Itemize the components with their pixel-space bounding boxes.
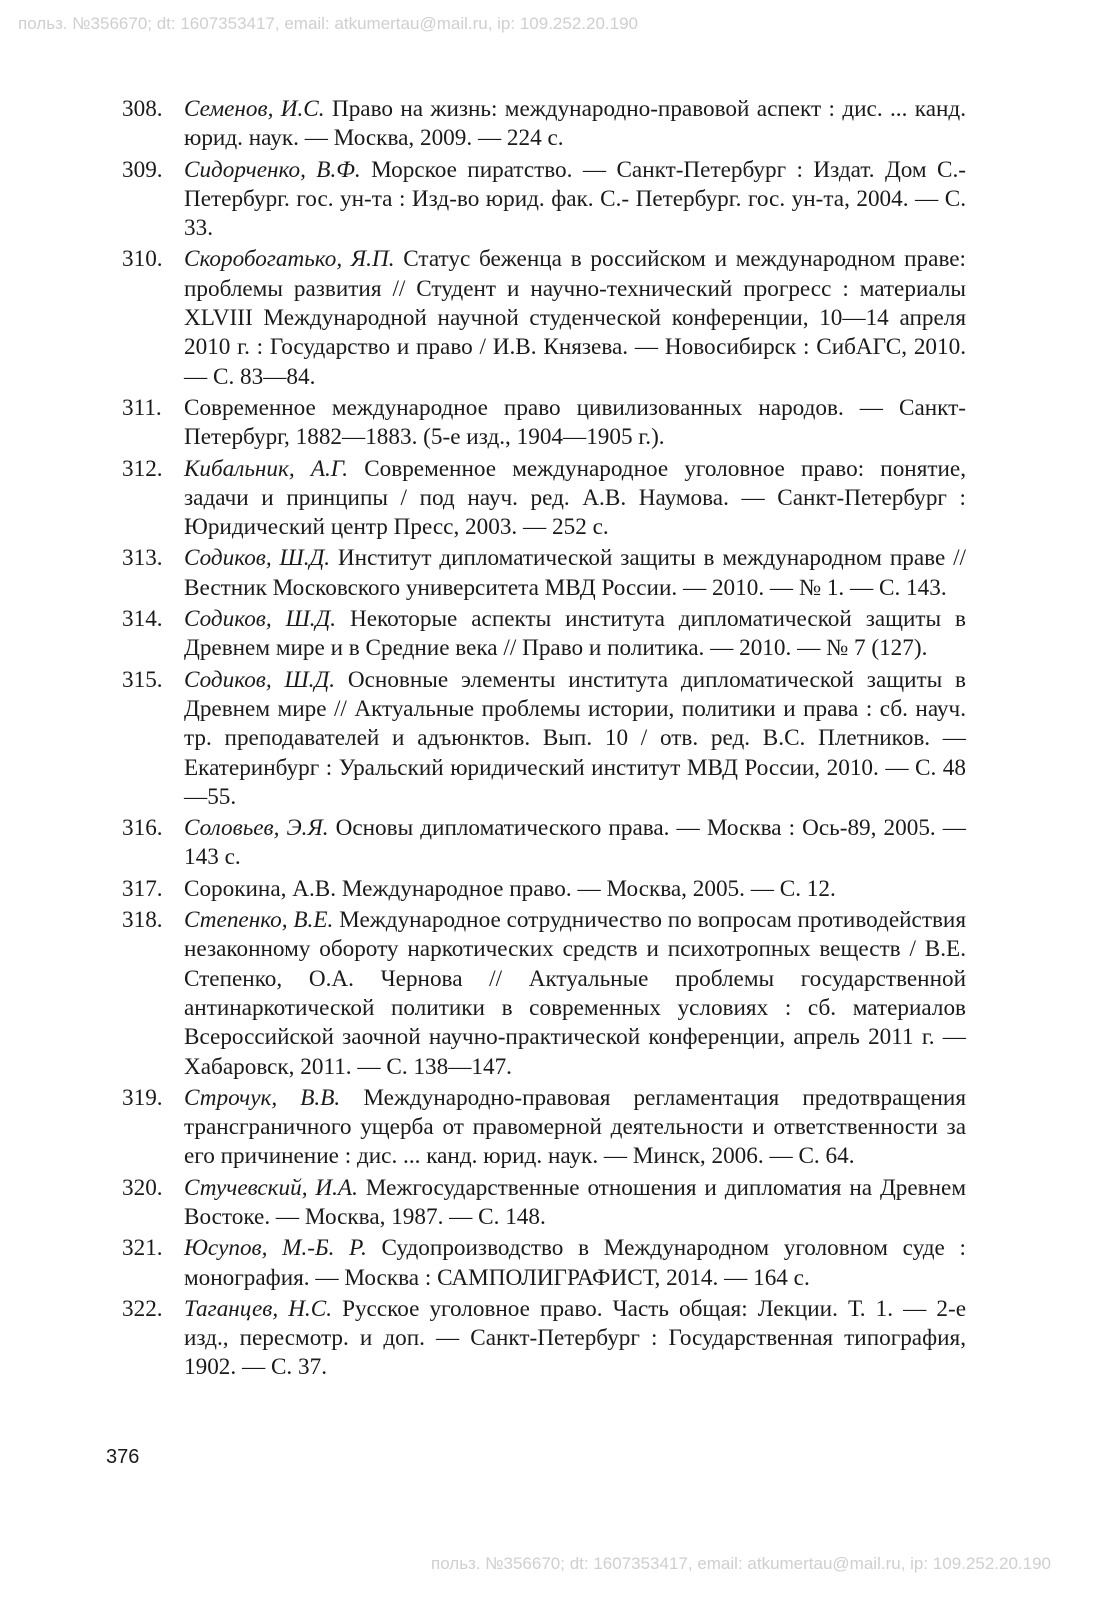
bib-entry-author: Соловьев, Э.Я.: [184, 815, 329, 842]
bib-entry-text: [184, 666, 966, 812]
bib-entry: [122, 95, 966, 154]
bib-entry-number: 320.: [122, 1174, 163, 1201]
bib-entry-number: 316.: [122, 815, 163, 842]
bib-entry-body: Международное сотрудничество по вопросам противодействия незаконному обороту наркотических средств и психотропных веществ / В.Е. Степенко, О.А. Чернова // Актуальные проблемы государственной антинаркотической политики в современных условиях : сб. материалов Всероссийской заочной научно-практической конференции, апрель 2011 г. — Хабаровск, 2011. — С. 138—147.: [184, 907, 967, 1080]
bib-entry-author: Таганцев, Н.С.: [184, 1295, 332, 1322]
bib-entry-body: Морское пиратство. — Санкт-Петербург : Издат. Дом С.- Петербург. гос. ун-та : Изд-во юрид. фак. С.- Петербург. гос. ун-та, 2004. — С. 33.: [184, 156, 966, 242]
bib-entry-number: 310.: [122, 246, 163, 273]
bib-entry-author: Содиков, Ш.Д.: [184, 666, 336, 693]
bib-entry: [122, 394, 966, 453]
bib-entry-author: Степенко, В.Е.: [184, 907, 334, 934]
bib-entry: [122, 605, 966, 664]
bib-entry: [122, 1295, 966, 1383]
page-number: 376: [106, 1446, 140, 1468]
bibliography-list: [122, 95, 966, 1385]
bib-entry: [122, 1084, 966, 1172]
bib-entry-text: [184, 814, 966, 873]
bib-entry-number: 313.: [122, 545, 163, 572]
watermark-top: польз. №356670; dt: 1607353417, email: atkumertau@mail.ru, ip: 109.252.20.190: [18, 14, 639, 33]
bib-entry-number: 312.: [122, 455, 163, 482]
bib-entry-number: 314.: [122, 606, 163, 633]
bib-entry-text: [184, 95, 966, 154]
bib-entry: [122, 906, 966, 1082]
bib-entry-author: Скоробогатько, Я.П.: [184, 246, 395, 273]
bib-entry-text: [184, 1234, 966, 1293]
bib-entry-text: [184, 455, 966, 543]
bib-entry-text: [184, 906, 966, 1082]
bib-entry-number: 311.: [122, 394, 162, 421]
bib-entry-author: Семенов, И.С.: [184, 96, 325, 122]
bib-entry-body: Современное международное уголовное право: понятие, задачи и принципы / под науч. ред. А.В. Наумова. — Санкт-Петербург : Юридический центр Пресс, 2003. — 252 с.: [184, 455, 967, 541]
bib-entry-text: [184, 1295, 966, 1383]
bib-entry-text: [184, 394, 966, 453]
bib-entry: [122, 666, 966, 812]
bib-entry-body: Право на жизнь: международно-правовой аспект : дис. ... канд. юрид. наук. — Москва, 2009. — 224 с.: [184, 96, 966, 152]
bib-entry-number: 318.: [122, 907, 163, 934]
bib-entry: [122, 455, 966, 543]
bib-entry-author: Сидорченко, В.Ф.: [184, 156, 361, 183]
bib-entry-body: Русское уголовное право. Часть общая: Лекции. Т. 1. — 2-е изд., пересмотр. и доп. — Санкт-Петербург : Государственная типография, 1902. — С. 37.: [184, 1295, 966, 1381]
bib-entry-author: Строчук, В.В.: [184, 1084, 341, 1111]
bib-entry-number: 315.: [122, 666, 163, 693]
bib-entry-body: Сорокина, А.В. Международное право. — Москва, 2005. — С. 12.: [184, 875, 836, 902]
bib-entry-number: 322.: [122, 1295, 163, 1322]
bib-entry-text: [184, 156, 966, 244]
bib-entry: [122, 156, 966, 244]
bib-entry-body: Современное международное право цивилизованных народов. — Санкт-Петербург, 1882—1883. (5-е изд., 1904—1905 г.).: [184, 394, 966, 451]
bib-entry-author: Стучевский, И.А.: [184, 1174, 358, 1201]
bib-entry: [122, 544, 966, 603]
bib-entry-text: [184, 875, 966, 904]
bib-entry-author: Содиков, Ш.Д.: [184, 545, 331, 572]
bib-entry-body: Межгосударственные отношения и дипломатия на Древнем Востоке. — Москва, 1987. — С. 148.: [184, 1174, 967, 1230]
bib-entry-number: 309.: [122, 156, 163, 183]
bib-entry: [122, 814, 966, 873]
bib-entry-author: Юсупов, М.-Б. Р.: [184, 1235, 367, 1262]
bib-entry-number: 308.: [122, 96, 163, 122]
bib-entry-body: Институт дипломатической защиты в международном праве // Вестник Московского университета МВД России. — 2010. — № 1. — С. 143.: [184, 545, 966, 601]
bib-entry: [122, 875, 966, 904]
bib-entry-body: Международно-правовая регламентация предотвращения трансграничного ущерба от правомерной деятельности и ответственности за его причинение : дис. ... канд. юрид. наук. — Минск, 2006. — С. 64.: [184, 1084, 966, 1170]
bib-entry: [122, 1174, 966, 1233]
bib-entry-body: Судопроизводство в Международном уголовном суде : монография. — Москва : САМПОЛИГРАФИСТ, 2014. — 164 с.: [184, 1235, 966, 1291]
bib-entry-author: Кибальник, А.Г.: [184, 455, 349, 482]
bib-entry-body: Статус беженца в российском и международном праве: проблемы развития // Студент и научно-технический прогресс : материалы XLVIII Международной научной студенческой конференции, 10—14 апреля 2010 г. : Государство и право / И.В. Князева. — Новосибирск : СибАГС, 2010. — С. 83—84.: [184, 246, 966, 390]
bib-entry-body: Основы дипломатического права. — Москва : Ось-89, 2005. — 143 с.: [184, 815, 966, 871]
bib-entry-text: [184, 605, 966, 664]
bib-entry-text: [184, 245, 966, 391]
bib-entry-body: Основные элементы института дипломатической защиты в Древнем мире // Актуальные проблемы истории, политики и права : сб. науч. тр. преподавателей и адъюнктов. Вып. 10 / отв. ред. В.С. Плетников. — Екатеринбург : Уральский юридический институт МВД России, 2010. — С. 48—55.: [184, 666, 966, 810]
bib-entry-author: Содиков, Ш.Д.: [184, 606, 337, 633]
bib-entry: [122, 245, 966, 391]
watermark-bottom: польз. №356670; dt: 1607353417, email: atkumertau@mail.ru, ip: 109.252.20.190: [430, 1554, 1051, 1573]
bib-entry-text: [184, 1084, 966, 1172]
bib-entry-number: 317.: [122, 875, 163, 902]
bib-entry-number: 321.: [122, 1235, 163, 1262]
bib-entry: [122, 1234, 966, 1293]
bib-entry-text: [184, 1174, 966, 1233]
bib-entry-text: [184, 544, 966, 603]
bib-entry-number: 319.: [122, 1084, 163, 1111]
bib-entry-body: Некоторые аспекты института дипломатической защиты в Древнем мире и в Средние века // Право и политика. — 2010. — № 7 (127).: [184, 606, 966, 662]
